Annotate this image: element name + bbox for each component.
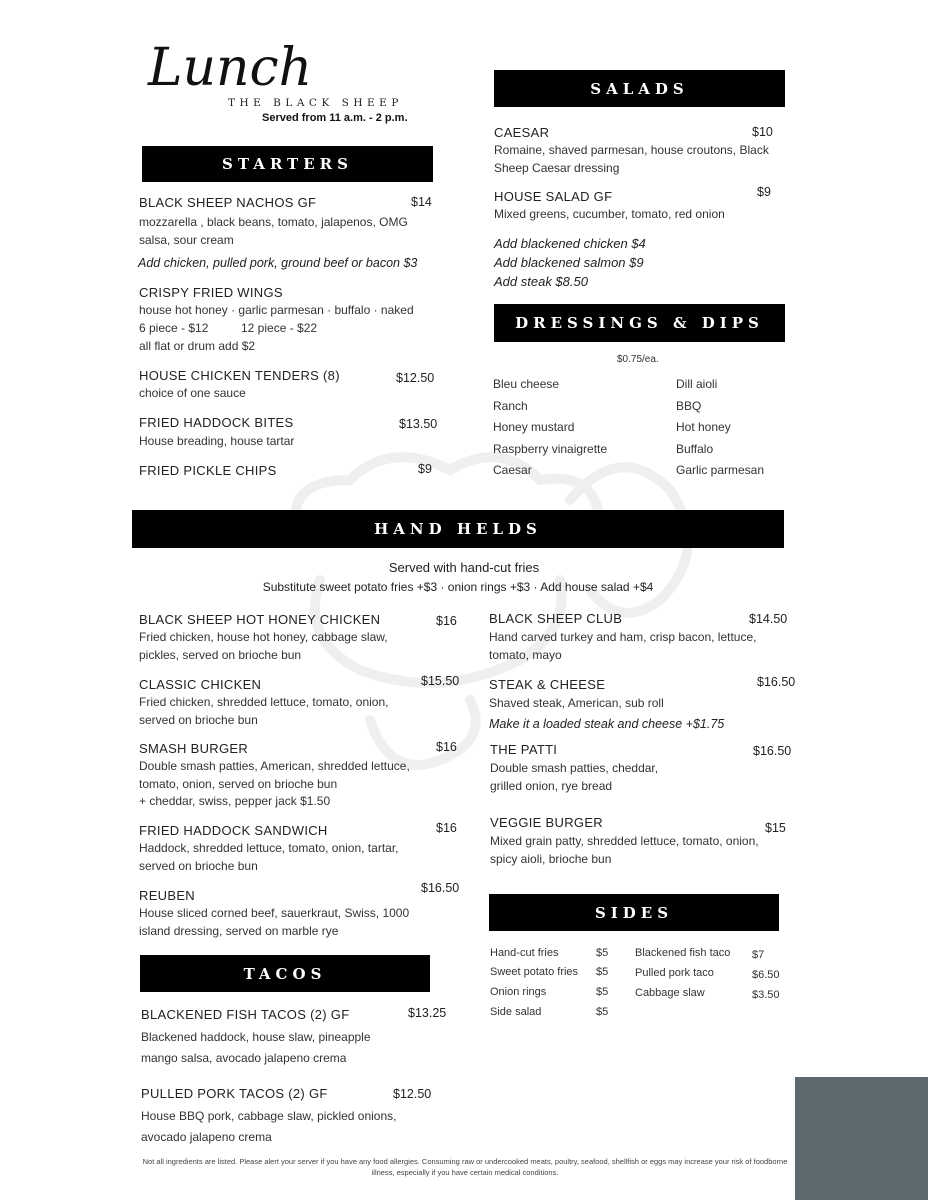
- sheep-watermark-icon: [240, 420, 710, 800]
- menu-item-description: House sliced corned beef, sauerkraut, Swiss, 1000 island dressing, served on marble rye: [139, 906, 410, 938]
- menu-item-price: $16: [436, 614, 457, 628]
- dressing-item: BBQ: [676, 399, 702, 413]
- side-item-price: $5: [596, 966, 609, 978]
- dressing-item: Bleu cheese: [493, 377, 560, 391]
- dressing-item: Honey mustard: [493, 420, 575, 434]
- menu-item-price: $9: [418, 462, 432, 476]
- side-item-name: Blackened fish taco: [635, 947, 731, 959]
- menu-item-note: all flat or drum add $2: [139, 339, 256, 353]
- dressing-item: Dill aioli: [676, 377, 718, 391]
- side-item-name: Cabbage slaw: [635, 987, 705, 999]
- dressings-heading: DRESSINGS & DIPS: [494, 304, 785, 342]
- dressing-price-note: $0.75/ea.: [617, 354, 659, 365]
- menu-item-description: Blackened haddock, house slaw, pineapple: [141, 1030, 371, 1044]
- dressing-item: Ranch: [493, 399, 528, 413]
- salad-addon: Add steak $8.50: [494, 274, 588, 289]
- menu-item-description: choice of one sauce: [139, 386, 246, 400]
- menu-item-name: SMASH BURGER: [139, 741, 249, 756]
- menu-item-description: Mixed greens, cucumber, tomato, red onion: [494, 207, 725, 221]
- menu-item-note: Add chicken, pulled pork, ground beef or bacon $3: [138, 256, 418, 270]
- menu-item-description: Romaine, shaved parmesan, house croutons, Black Sheep Caesar dressing: [494, 143, 769, 175]
- menu-item-note: + cheddar, swiss, pepper jack $1.50: [139, 794, 331, 808]
- side-item-name: Pulled pork taco: [635, 967, 714, 979]
- wings-price-6: 6 piece - $12: [139, 321, 209, 335]
- menu-item-description: grilled onion, rye bread: [490, 779, 613, 793]
- side-item-price: $3.50: [752, 989, 780, 1001]
- menu-item-description: house hot honey · garlic parmesan · buffalo · naked: [139, 303, 414, 317]
- handhelds-substitute-note: Substitute sweet potato fries +$3 · onion rings +$3 · Add house salad +$4: [262, 580, 654, 594]
- menu-item-name: VEGGIE BURGER: [490, 815, 603, 830]
- dressing-item: Garlic parmesan: [676, 463, 765, 477]
- side-item-name: Onion rings: [490, 986, 547, 998]
- menu-item-price: $12.50: [396, 371, 435, 385]
- menu-item-price: $13.25: [408, 1006, 447, 1020]
- side-item-price: $7: [752, 949, 765, 961]
- tacos-heading: TACOS: [140, 955, 430, 992]
- menu-item-description: Shaved steak, American, sub roll: [489, 696, 664, 710]
- menu-item-name: PULLED PORK TACOS (2) GF: [141, 1086, 328, 1101]
- menu-item-price: $14.50: [749, 612, 788, 626]
- menu-item-name: CAESAR: [494, 125, 550, 140]
- menu-item-name: STEAK & CHEESE: [489, 677, 606, 692]
- served-hours: Served from 11 a.m. - 2 p.m.: [262, 112, 408, 124]
- menu-item-name: BLACK SHEEP NACHOS GF: [139, 195, 317, 210]
- decorative-grey-block: [795, 1077, 928, 1200]
- handhelds-served-note: Served with hand-cut fries: [388, 560, 540, 575]
- menu-item-price: $14: [411, 195, 432, 209]
- menu-item-description: Fried chicken, house hot honey, cabbage slaw, pickles, served on brioche bun: [139, 630, 388, 662]
- menu-item-price: $13.50: [399, 417, 438, 431]
- menu-item-name: THE PATTI: [490, 742, 558, 757]
- menu-item-name: BLACK SHEEP HOT HONEY CHICKEN: [139, 612, 381, 627]
- menu-item-name: BLACK SHEEP CLUB: [489, 611, 623, 626]
- side-item-price: $5: [596, 947, 609, 959]
- menu-item-price: $16.50: [421, 881, 460, 895]
- salad-addon: Add blackened chicken $4: [494, 236, 646, 251]
- menu-item-price: $16.50: [757, 675, 796, 689]
- menu-item-name: HOUSE SALAD GF: [494, 189, 613, 204]
- menu-item-description: House BBQ pork, cabbage slaw, pickled onions,: [141, 1109, 397, 1123]
- restaurant-name: THE BLACK SHEEP: [228, 97, 403, 109]
- menu-item-price: $16: [436, 821, 457, 835]
- sides-heading: SIDES: [489, 894, 779, 931]
- side-item-price: $5: [596, 986, 609, 998]
- menu-item-description: mango salsa, avocado jalapeno crema: [141, 1051, 347, 1065]
- menu-item-price: $15.50: [421, 674, 460, 688]
- dressing-item: Hot honey: [676, 420, 731, 434]
- menu-item-description: Double smash patties, American, shredded lettuce, tomato, onion, served on brioche bun: [139, 759, 410, 791]
- menu-item-description: avocado jalapeno crema: [141, 1130, 272, 1144]
- side-item-name: Side salad: [490, 1006, 542, 1018]
- menu-item-price: $9: [757, 185, 771, 199]
- side-item-price: $5: [596, 1006, 609, 1018]
- menu-item-name: FRIED PICKLE CHIPS: [139, 463, 277, 478]
- menu-item-price: $15: [765, 821, 786, 835]
- allergy-disclaimer: Not all ingredients are listed. Please alert your server if you have any food allergies. Consuming raw or undercooked meats, poultry, seafood, shellfish or eggs may increase your risk of foodborne illness, especially if you have certain medical conditions.: [142, 1157, 788, 1177]
- salad-addon: Add blackened salmon $9: [494, 255, 644, 270]
- menu-item-name: REUBEN: [139, 888, 195, 903]
- menu-item-name: CLASSIC CHICKEN: [139, 677, 262, 692]
- menu-item-name: HOUSE CHICKEN TENDERS (8): [139, 368, 340, 383]
- menu-item-name: FRIED HADDOCK BITES: [139, 415, 294, 430]
- menu-item-price: $12.50: [393, 1087, 432, 1101]
- wings-price-12: 12 piece - $22: [241, 321, 318, 335]
- side-item-price: $6.50: [752, 969, 780, 981]
- side-item-name: Sweet potato fries: [490, 966, 579, 978]
- menu-item-name: CRISPY FRIED WINGS: [139, 285, 283, 300]
- menu-item-price: $16.50: [753, 744, 792, 758]
- dressing-item: Caesar: [493, 463, 532, 477]
- side-item-name: Hand-cut fries: [490, 947, 559, 959]
- menu-item-description: Fried chicken, shredded lettuce, tomato, onion, served on brioche bun: [139, 695, 389, 727]
- menu-item-price: $10: [752, 125, 773, 139]
- menu-item-note: Make it a loaded steak and cheese +$1.75: [489, 717, 725, 731]
- menu-item-description: mozzarella , black beans, tomato, jalapenos, OMG salsa, sour cream: [139, 215, 408, 247]
- starters-heading: STARTERS: [142, 146, 433, 182]
- menu-item-name: FRIED HADDOCK SANDWICH: [139, 823, 328, 838]
- menu-item-price: $16: [436, 740, 457, 754]
- menu-item-description: Haddock, shredded lettuce, tomato, onion, tartar, served on brioche bun: [139, 841, 399, 873]
- menu-item-name: BLACKENED FISH TACOS (2) GF: [141, 1007, 350, 1022]
- menu-script-title: Lunch: [148, 38, 313, 98]
- dressing-item: Buffalo: [676, 442, 714, 456]
- menu-item-description: Hand carved turkey and ham, crisp bacon, lettuce, tomato, mayo: [489, 630, 757, 662]
- menu-item-description: House breading, house tartar: [139, 434, 295, 448]
- salads-heading: SALADS: [494, 70, 785, 107]
- menu-item-description: Double smash patties, cheddar,: [490, 761, 659, 775]
- menu-item-description: Mixed grain patty, shredded lettuce, tomato, onion, spicy aioli, brioche bun: [490, 834, 759, 866]
- handhelds-heading: HAND HELDS: [132, 510, 784, 548]
- dressing-item: Raspberry vinaigrette: [493, 442, 608, 456]
